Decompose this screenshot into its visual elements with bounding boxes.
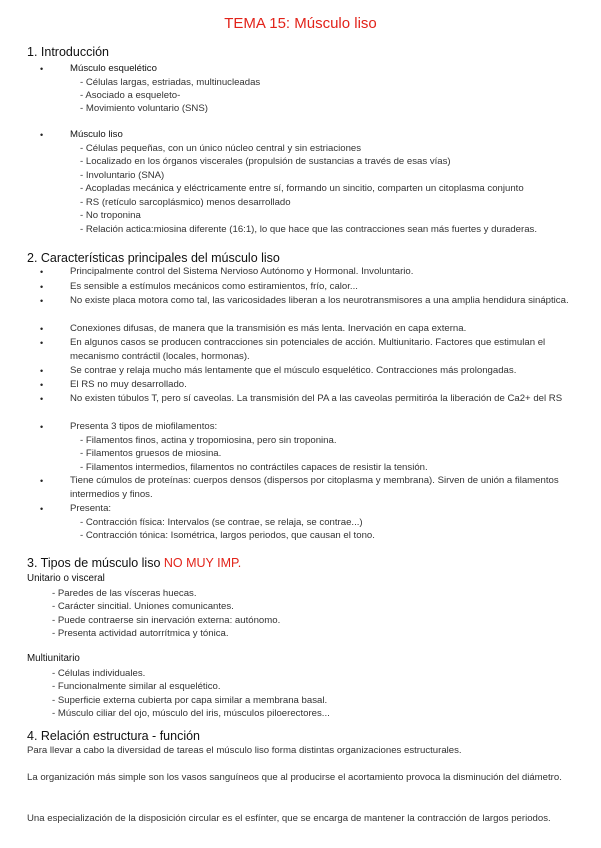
- bullet-dot: •: [40, 394, 44, 404]
- section-3-heading-note: NO MUY IMP.: [163, 556, 242, 570]
- list-item: Principalmente control del Sistema Nervioso Autónomo y Hormonal. Involuntario.: [70, 266, 414, 277]
- list-item: - Superficie externa cubierta por capa similar a membrana basal.: [52, 695, 328, 706]
- bullet-dot: •: [40, 324, 44, 334]
- list-item: - Contracción tónica: Isométrica, largos periodos, que causan el tono.: [80, 530, 375, 541]
- list-item: - Acopladas mecánica y eléctricamente entre sí, formando un sincitio, comparten un citoplasma conjunto: [80, 183, 524, 194]
- paragraph: La organización más simple son los vasos sanguíneos que al producirse el acortamiento provoca la disminución del diámetro.: [27, 772, 562, 783]
- list-item: - Filamentos finos, actina y tropomiosina, pero sin troponina.: [80, 435, 337, 446]
- list-item: Presenta:: [70, 503, 112, 514]
- list-item: - Movimiento voluntario (SNS): [80, 103, 208, 114]
- list-item: - Funcionalmente similar al esquelético.: [52, 681, 221, 692]
- list-item: - Involuntario (SNA): [80, 170, 165, 181]
- list-item: - Filamentos gruesos de miosina.: [80, 448, 222, 459]
- bullet-dot: •: [40, 366, 44, 376]
- list-item: Músculo esquelético: [70, 63, 157, 74]
- bullet-dot: •: [40, 64, 44, 74]
- list-item: - Células individuales.: [52, 668, 146, 679]
- section-4-heading: 4. Relación estructura - función: [27, 729, 201, 743]
- bullet-dot: •: [40, 267, 44, 277]
- subsection-label: Multiunitario: [27, 653, 80, 664]
- bullet-dot: •: [40, 296, 44, 306]
- bullet-dot: •: [40, 380, 44, 390]
- list-item: Es sensible a estímulos mecánicos como estiramientos, frío, calor...: [70, 281, 358, 292]
- list-item: - Puede contraerse sin inervación externa: autónomo.: [52, 615, 281, 626]
- bullet-dot: •: [40, 130, 44, 140]
- bullet-dot: •: [40, 476, 44, 486]
- list-item: - Contracción física: Intervalos (se contrae, se relaja, se contrae...): [80, 517, 363, 528]
- section-1-heading: 1. Introducción: [27, 45, 109, 59]
- list-item: - Filamentos intermedios, filamentos no contráctiles capaces de resistir la tensión.: [80, 462, 428, 473]
- paragraph: Una especialización de la disposición circular es el esfínter, que se encarga de mantener la contracción de largos periodos.: [27, 813, 551, 824]
- subsection-label: Unitario o visceral: [27, 573, 105, 584]
- list-item: El RS no muy desarrollado.: [70, 379, 187, 390]
- section-3-heading-text: 3. Tipos de músculo liso: [27, 556, 161, 570]
- list-item: - Relación actica:miosina diferente (16:1), lo que hace que las contracciones sean más fuertes y duraderas.: [80, 224, 538, 235]
- list-item: En algunos casos se producen contracciones sin potenciales de acción. Multiunitario. Factores que estimulan el mecanismo contráctil (locales, hormonas).: [70, 337, 546, 362]
- bullet-dot: •: [40, 504, 44, 514]
- bullet-dot: •: [40, 282, 44, 292]
- list-item: - Células largas, estriadas, multinucleadas: [80, 77, 261, 88]
- list-item: No existen túbulos T, pero sí caveolas. La transmisión del PA a las caveolas permitiróa la liberación de Ca2+ del RS: [70, 393, 563, 404]
- list-item: - Asociado a esqueleto-: [80, 90, 181, 101]
- list-item: - RS (retículo sarcoplásmico) menos desarrollado: [80, 197, 291, 208]
- list-item: - Localizado en los órganos viscerales (propulsión de sustancias a través de esas vías): [80, 156, 451, 167]
- list-item: - Células pequeñas, con un único núcleo central y sin estriaciones: [80, 143, 362, 154]
- list-item: - Músculo ciliar del ojo, músculo del iris, músculos piloerectores...: [52, 708, 330, 719]
- list-item: - No troponina: [80, 210, 141, 221]
- list-item: - Paredes de las vísceras huecas.: [52, 588, 197, 599]
- list-item: Músculo liso: [70, 129, 123, 140]
- list-item: - Carácter sincitial. Uniones comunicantes.: [52, 601, 234, 612]
- bullet-dot: •: [40, 422, 44, 432]
- section-3-heading: [27, 556, 241, 570]
- list-item: Se contrae y relaja mucho más lentamente que el músculo esquelético. Contracciones más prolongadas.: [70, 365, 517, 376]
- list-item: - Presenta actividad autorrítmica y tónica.: [52, 628, 229, 639]
- bullet-dot: •: [40, 338, 44, 348]
- list-item: Tiene cúmulos de proteínas: cuerpos densos (dispersos por citoplasma y membrana). Sirven de unión a filamentos intermedios y finos.: [70, 475, 559, 500]
- list-item: No existe placa motora como tal, las varicosidades liberan a los neurotransmisores a una amplia hendidura sináptica.: [70, 295, 569, 306]
- list-item: Presenta 3 tipos de miofilamentos:: [70, 421, 218, 432]
- paragraph: Para llevar a cabo la diversidad de tareas el músculo liso forma distintas organizaciones estructurales.: [27, 745, 462, 756]
- page-title: TEMA 15: Músculo liso: [224, 15, 377, 32]
- list-item: Conexiones difusas, de manera que la transmisión es más lenta. Inervación en capa externa.: [70, 323, 467, 334]
- section-2-heading: 2. Características principales del músculo liso: [27, 251, 280, 265]
